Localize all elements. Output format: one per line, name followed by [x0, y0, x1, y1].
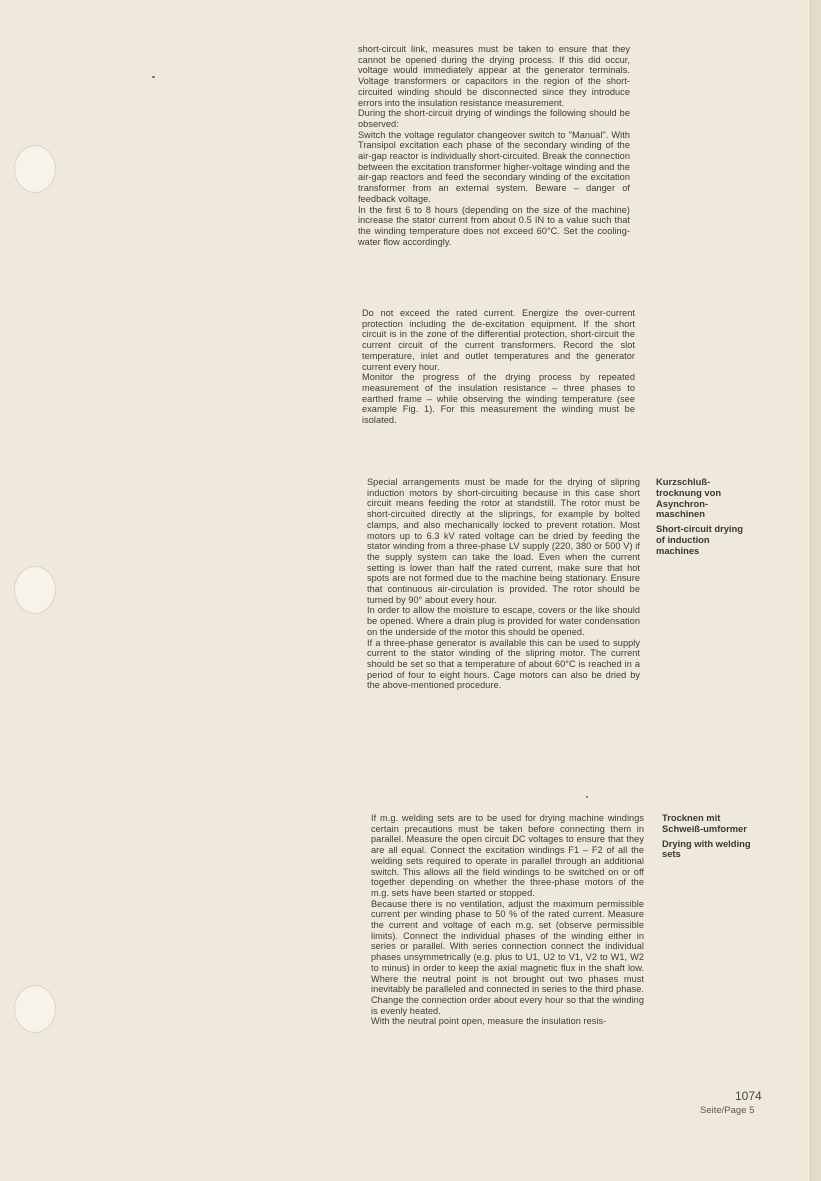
punch-hole	[14, 566, 56, 614]
welding-sets-text	[371, 813, 644, 1027]
side-heading-en: Drying with welding sets	[662, 837, 751, 860]
side-heading-welding	[662, 813, 752, 864]
paragraph: In the first 6 to 8 hours (depending on the size of the machine) increase the stator current from about 0.5 IN to a value such that the winding temperature does not exceed 60°C. Set the cooling-water flow accordingly.	[358, 204, 630, 247]
punch-hole	[14, 145, 56, 193]
paragraph: short-circuit link, measures must be taken to ensure that they cannot be opened during the drying process. If this did occur, voltage would immediately appear at the generator terminals. Voltage transformers or capacitors in the region of the short-circuited winding should be disconnected since they introduce errors into the insulation resistance measurement.	[358, 44, 630, 108]
induction-machines-text	[367, 477, 640, 691]
paragraph: Because there is no ventilation, adjust the maximum permissible current per winding phase to 50 % of the rated current. Measure the current and voltage of each m.g. set (observe permissible limits). Connect the individual phases of the winding either in series or parallel. With series connection connect the individual phases unsymmetrically (e.g. plus to U1, U2 to V1, V2 to W1, W2 to minus) in order to keep the axial magnetic flux in the shaft low. Where the neutral point is not brought out two phases must inevitably be paralleled and connected in series to the third phase. Change the connection order about every hour so that the winding is evenly heated.	[371, 898, 644, 1016]
speck	[152, 76, 155, 78]
rated-current-text	[362, 308, 635, 426]
side-heading-de: Trocknen mit Schweiß-umformer	[662, 812, 747, 834]
paragraph: Do not exceed the rated current. Energize the over-current protection including the de-excitation equipment. If the short circuit is in the zone of the differential protection, short-circuit the current circuit of the current transformers. Record the slot temperature, inlet and outlet temperatures and the generator current every hour.	[362, 308, 635, 372]
speck	[586, 796, 588, 798]
paragraph: If m.g. welding sets are to be used for drying machine windings certain precautions must be taken before connecting them in parallel. Measure the open circuit DC voltages to ensure that they are all equal. Connect the excitation windings F1 – F2 of all the welding sets required to operate in parallel through an additional switch. This allows all the field windings to be switched on or off together depending on whether the three-phase motors of the m.g. sets have been started or stopped.	[371, 813, 644, 898]
paragraph: Monitor the progress of the drying process by repeated measurement of the insulation resistance – three phases to earthed frame – while observing the winding temperature (see example Fig. 1). For this measurement the winding must be isolated.	[362, 372, 635, 426]
short-circuit-drying-text	[358, 44, 630, 247]
side-heading-en: Short-circuit drying of induction machines	[656, 523, 743, 556]
paragraph: In order to allow the moisture to escape, covers or the like should be opened. Where a drain plug is provided for water condensation on the underside of the motor this should be opened.	[367, 605, 640, 637]
paragraph: If a three-phase generator is available this can be used to supply current to the stator winding of the slipring motor. The current should be set so that a temperature of about 60°C is reached in a period of four to eight hours. Cage motors can also be dried by the above-mentioned procedure.	[367, 637, 640, 691]
punch-hole	[14, 985, 56, 1033]
page-label: Seite/Page 5	[700, 1105, 755, 1116]
paragraph: During the short-circuit drying of windings the following should be observed:	[358, 108, 630, 129]
page-edge	[810, 0, 821, 1181]
paragraph: With the neutral point open, measure the insulation resis-	[371, 1016, 607, 1027]
side-heading-induction	[656, 477, 751, 561]
paragraph: Special arrangements must be made for the drying of slipring induction motors by short-circuiting because in this case short circuit means feeding the rotor at standstill. The rotor must be short-circuited directly at the sliprings, for example by bolted clamps, and also mechanically locked to prevent rotation. Most motors up to 6.3 kV rated voltage can be dried by feeding the stator winding from a three-phase LV supply (220, 380 or 500 V) if the supply system can take the load. Even when the current setting is lower than half the rated current, make sure that hot spots are not formed due to the machine being stationary. Ensure that continuous air-circulation is provided. The rotor should be turned by 90° about every hour.	[367, 477, 640, 605]
page-number: 1074	[735, 1089, 762, 1103]
paragraph: Switch the voltage regulator changeover switch to "Manual". With Transipol excitation each phase of the secondary winding of the air-gap reactor is individually short-circuited. Break the connection between the excitation transformer higher-voltage winding and the air-gap reactors and feed the secondary winding of the excitation transformer from an external system. Beware – danger of feedback voltage.	[358, 129, 630, 204]
side-heading-de: Kurzschluß-trocknung von Asynchron-maschinen	[656, 476, 722, 520]
